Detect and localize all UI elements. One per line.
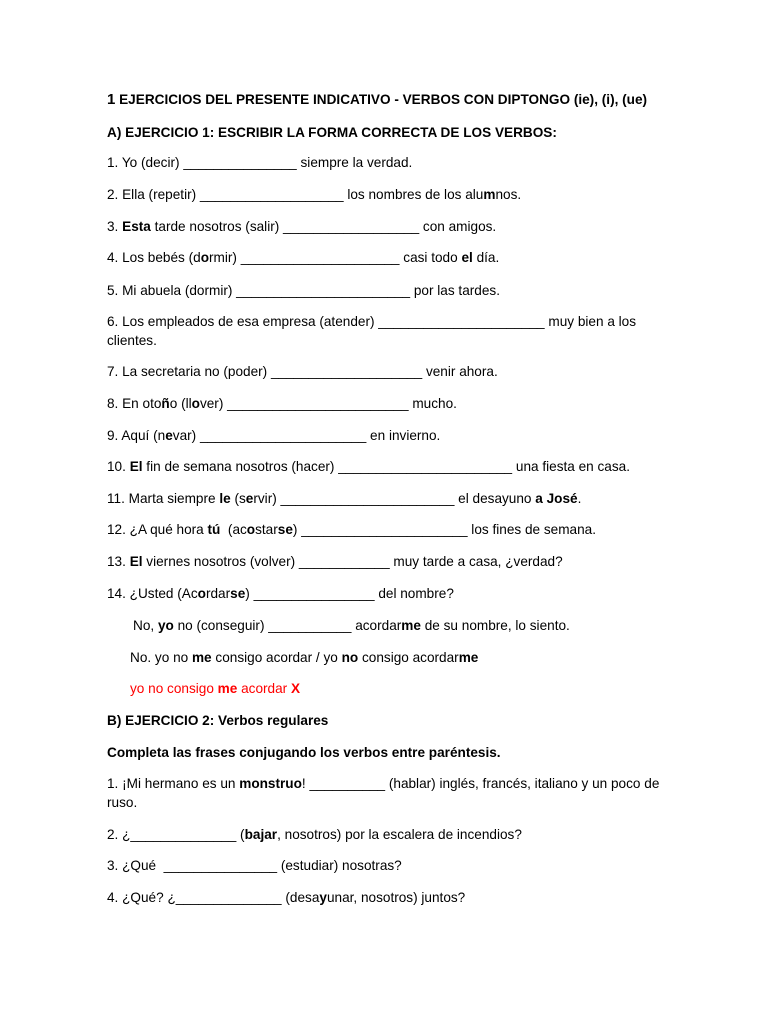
- bold-segment: Esta: [122, 219, 151, 234]
- text-segment: star: [255, 522, 278, 537]
- text-segment: 4. ¿Qué? ¿______________ (desa: [107, 890, 320, 905]
- text-segment: No,: [133, 618, 158, 633]
- exercise-1-item-8: [107, 394, 667, 413]
- text-segment: 4. Los bebés (d: [107, 250, 201, 265]
- text-segment: 8. En oto: [107, 396, 162, 411]
- section-b-heading: B) EJERCICIO 2: Verbos regulares: [107, 713, 329, 728]
- bold-segment: y: [319, 890, 327, 905]
- exercise-1-item-9: [107, 426, 667, 445]
- bold-segment: se: [230, 586, 246, 601]
- text-segment: o (ll: [169, 396, 192, 411]
- text-segment: 11. Marta siempre: [107, 491, 220, 506]
- bold-segment: me: [458, 650, 479, 665]
- bold-segment: bajar: [244, 827, 278, 842]
- exercise-2-item-4: [107, 888, 667, 907]
- text-segment: nos.: [495, 187, 522, 202]
- exercise-1-item-3: [107, 217, 667, 236]
- text-segment: ver) ________________________ mucho.: [199, 396, 457, 411]
- text-segment: 2. Ella (repetir) ___________________ los nombres de los alu: [107, 187, 484, 202]
- text-segment: 14. ¿Usted (Ac: [107, 586, 198, 601]
- bold-segment: El: [129, 459, 143, 474]
- exercise-1-item-4: [107, 248, 667, 267]
- text-segment: unar, nosotros) juntos?: [326, 890, 466, 905]
- text-segment: (s: [230, 491, 246, 506]
- exercise-1-item-6: [107, 312, 667, 350]
- text-segment: (ac: [220, 522, 247, 537]
- text-segment: consigo acordar: [358, 650, 459, 665]
- exercise-1-item-1: [107, 153, 667, 172]
- bold-segment: el: [461, 250, 473, 265]
- exercise-1-item-10: [107, 457, 667, 476]
- title-number: 1: [107, 91, 116, 108]
- text-segment: 3.: [107, 219, 123, 234]
- text-segment: tarde nosotros (salir) __________________ con amigos.: [150, 219, 497, 234]
- note-answer-line: [133, 616, 693, 635]
- note-correct-forms: [130, 648, 690, 667]
- exercise-2-item-3: [107, 856, 667, 875]
- text-segment: 1. ¡Mi hermano es un: [107, 776, 240, 791]
- text-segment: 13.: [107, 554, 130, 569]
- bold-segment: ñ: [161, 396, 170, 411]
- exercise-1-item-11: [107, 489, 667, 508]
- text-segment: 7. La secretaria no (poder) ____________________ venir ahora.: [107, 364, 498, 379]
- bold-segment: El: [129, 554, 143, 569]
- text-segment: yo no consigo: [130, 681, 218, 696]
- text-segment: , nosotros) por la escalera de incendios?: [277, 827, 522, 842]
- text-segment: 12. ¿A qué hora: [107, 522, 208, 537]
- text-segment: acordar: [237, 681, 291, 696]
- text-segment: consigo acordar / yo: [211, 650, 342, 665]
- text-segment: viernes nosotros (volver) ____________ muy tarde a casa, ¿verdad?: [142, 554, 563, 569]
- exercise-2-item-2: [107, 825, 667, 844]
- bold-segment: o: [191, 396, 200, 411]
- worksheet-title: [107, 90, 667, 109]
- text-segment: fin de semana nosotros (hacer) _______________________ una fiesta en casa.: [142, 459, 631, 474]
- bold-segment: no: [341, 650, 359, 665]
- bold-segment: e: [245, 491, 254, 506]
- bold-segment: o: [246, 522, 256, 537]
- text-segment: día.: [472, 250, 500, 265]
- section-b-instruction: Completa las frases conjugando los verbos entre paréntesis.: [107, 745, 501, 760]
- text-segment: ! __________ (hablar) inglés, francés, italiano y un poco de ruso.: [107, 776, 664, 810]
- bold-segment: X: [290, 681, 301, 696]
- exercise-1-item-13: [107, 552, 667, 571]
- text-segment: .: [577, 491, 582, 506]
- note-wrong-form: [130, 679, 690, 698]
- text-segment: 3. ¿Qué _______________ (estudiar) nosotras?: [107, 858, 402, 873]
- exercise-1-item-5: [107, 281, 667, 300]
- text-segment: rmir) _____________________ casi todo: [209, 250, 462, 265]
- bold-segment: yo: [157, 618, 174, 633]
- title-text: EJERCICIOS DEL PRESENTE INDICATIVO - VERBOS CON DIPTONGO (ie), (i), (ue): [115, 92, 648, 107]
- text-segment: 5. Mi abuela (dormir) _______________________ por las tardes.: [107, 283, 500, 298]
- exercise-1-item-2: [107, 185, 667, 204]
- text-segment: No. yo no: [130, 650, 192, 665]
- text-segment: ) ________________ del nombre?: [245, 586, 454, 601]
- text-segment: rvir) _______________________ el desayuno: [253, 491, 536, 506]
- bold-segment: le: [219, 491, 231, 506]
- exercise-1-item-12: [107, 520, 667, 539]
- exercise-2-item-1: [107, 774, 667, 812]
- bold-segment: m: [483, 187, 496, 202]
- bold-segment: a José: [535, 491, 578, 506]
- bold-segment: me: [217, 681, 238, 696]
- text-segment: de su nombre, lo siento.: [420, 618, 570, 633]
- text-segment: 1. Yo (decir) _______________ siempre la verdad.: [107, 155, 413, 170]
- exercise-1-item-14: [107, 584, 667, 603]
- bold-segment: me: [191, 650, 212, 665]
- bold-segment: tú: [207, 522, 221, 537]
- bold-segment: o: [197, 586, 206, 601]
- text-segment: var) ______________________ en invierno.: [172, 428, 441, 443]
- bold-segment: e: [165, 428, 173, 443]
- text-segment: rdar: [205, 586, 231, 601]
- section-a-heading: A) EJERCICIO 1: ESCRIBIR LA FORMA CORRECTA DE LOS VERBOS:: [107, 125, 557, 140]
- bold-segment: me: [401, 618, 421, 633]
- exercise-1-item-7: [107, 362, 667, 381]
- bold-segment: se: [277, 522, 293, 537]
- bold-segment: o: [200, 250, 210, 265]
- text-segment: no (conseguir) ___________ acordar: [173, 618, 402, 633]
- text-segment: 9. Aquí (n: [107, 428, 166, 443]
- text-segment: 10.: [107, 459, 130, 474]
- text-segment: 6. Los empleados de esa empresa (atender) ______________________ muy bien a los clientes.: [107, 314, 640, 348]
- bold-segment: monstruo: [239, 776, 302, 791]
- text-segment: 2. ¿______________ (: [107, 827, 245, 842]
- text-segment: ) ______________________ los fines de semana.: [292, 522, 596, 537]
